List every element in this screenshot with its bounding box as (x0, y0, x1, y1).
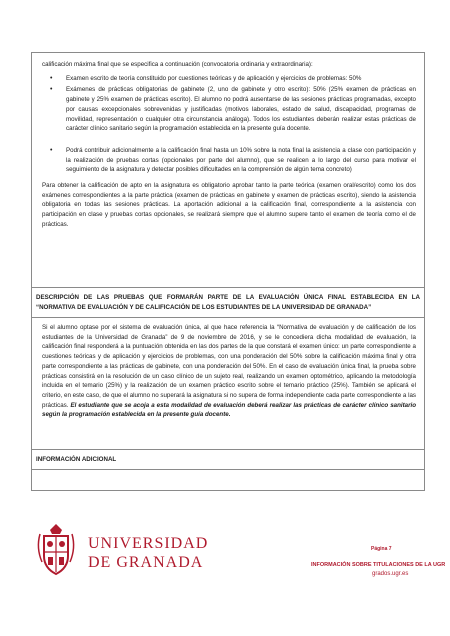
bullet-icon: • (50, 146, 53, 154)
section-heading-info (32, 450, 424, 470)
university-crest-icon (34, 522, 78, 578)
evaluation-closing: Para obtener la calificación de apto en la asignatura es obligatorio aprobar tanto la parte teórica (examen oral/escrito) como los dos exámenes correspondientes a la parte práctica (examen de prácticas en gabinete y examen de prácticas escrito), siendo la asistencia obligatoria en todas las sesiones prácticas. La aportación adicional a la calificación final, correspondiente a la asistencia con participación en clase y pruebas cortas opcionales, se realizará siempre que el alumno supere tanto el examen de teoría como el de prácticas. (42, 182, 416, 228)
footer-site-link[interactable]: grados.ugr.es (372, 571, 409, 577)
footer (0, 520, 450, 636)
heading-text: DESCRIPCIÓN DE LAS PRUEBAS QUE FORMARÁN PARTE DE LA EVALUACIÓN ÚNICA FINAL ESTABLECIDA EN LA “NORMATIVA DE EVALUACIÓN Y DE CALIFICACIÓN DE LOS ESTUDIANTES DE LA UNIVERSIDAD DE GRANADA” (36, 294, 420, 311)
university-name-line2: DE GRANADA (88, 554, 204, 571)
heading-text: INFORMACIÓN ADICIONAL (36, 456, 117, 463)
list-item: • Examen escrito de teoría constituido por cuestiones teóricas y de aplicación y ejercicios de problemas: 50% (50, 74, 362, 82)
evaluation-intro: calificación máxima final que se especifica a continuación (convocatoria ordinaria y extraordinaria): (42, 61, 313, 68)
list-item: • Exámenes de prácticas obligatorias de gabinete (2, uno de gabinete y otro escrito): 50% (25% examen de prácticas en gabinete y 25% examen de prácticas escrito). El alumno no podrá ausentarse de las sesiones prácticas programadas, excepto por causas excepcionales sobrevenidas y justificadas (motivos laborales, estado de salud, discapacidad, programas de movilidad, representación o cualquier otra circunstancia análoga). Todos los estudiantes deberán realizar estas prácticas de carácter clínico sanitario según la programación establecida en la presente guía docente. (50, 86, 416, 133)
bullet-icon: • (50, 74, 53, 82)
bullet-icon: • (50, 86, 53, 94)
footer-info-label: INFORMACIÓN SOBRE TITULACIONES DE LA UGR (311, 562, 446, 568)
section-heading-unica (32, 288, 424, 318)
evaluation-list (42, 74, 416, 175)
university-name-line1: UNIVERSIDAD (88, 535, 209, 552)
unica-body-cell (32, 318, 424, 450)
page-number: Página 7 (371, 546, 392, 552)
unica-emphasis: El estudiante que se acoja a esta modalidad de evaluación deberá realizar las prácticas de carácter clínico sanitario según la programación establecida en la presente guía docente. (42, 401, 416, 419)
list-item: • Podrá contribuir adicionalmente a la calificación final hasta un 10% sobre la nota final la asistencia a clase con participación y la realización de pruebas cortas (opcionales por parte del alumno), que se realicen a lo largo del curso para motivar el seguimiento de la asignatura y detectar posibles dificultades en la comprensión de algún tema concreto) (50, 146, 416, 174)
evaluation-criteria-cell (32, 53, 424, 288)
unica-body: Si el alumno optase por el sistema de evaluación única, al que hace referencia la “Normativa de evaluación y de calificación de los estudiantes de la Universidad de Granada” de 9 de noviembre de 2016, y se le concediera dicha modalidad de evaluación, la calificación final responderá a la puntuación obtenida en las dos partes de la que constará el examen único: un parte correspondiente a cuestiones teóricas y de aplicación y ejercicios de problemas, con una ponderación del 50% sobre la calificación máxima final y otra parte correspondiente a las prácticas de gabinete, con una ponderación del 50%. En el caso de evaluación única final, la prueba sobre prácticas consistirá en la resolución de un caso clínico de un sujeto real, realizando un examen optométrico, aplicando la metodología incluida en el temario (25%) y la realización de un examen práctico escrito sobre el temario práctico (25%). También se aplicará el criterio, en este caso, de que el alumno no superará la asignatura si no supera de forma independiente cada parte correspondiente a las prácticas. El estudiante que se acoja a esta modalidad de evaluación deberá realizar las prácticas de carácter clínico sanitario según la programación establecida en la presente guía docente. (42, 324, 416, 419)
guide-table (31, 52, 425, 491)
info-body-cell (32, 470, 424, 490)
